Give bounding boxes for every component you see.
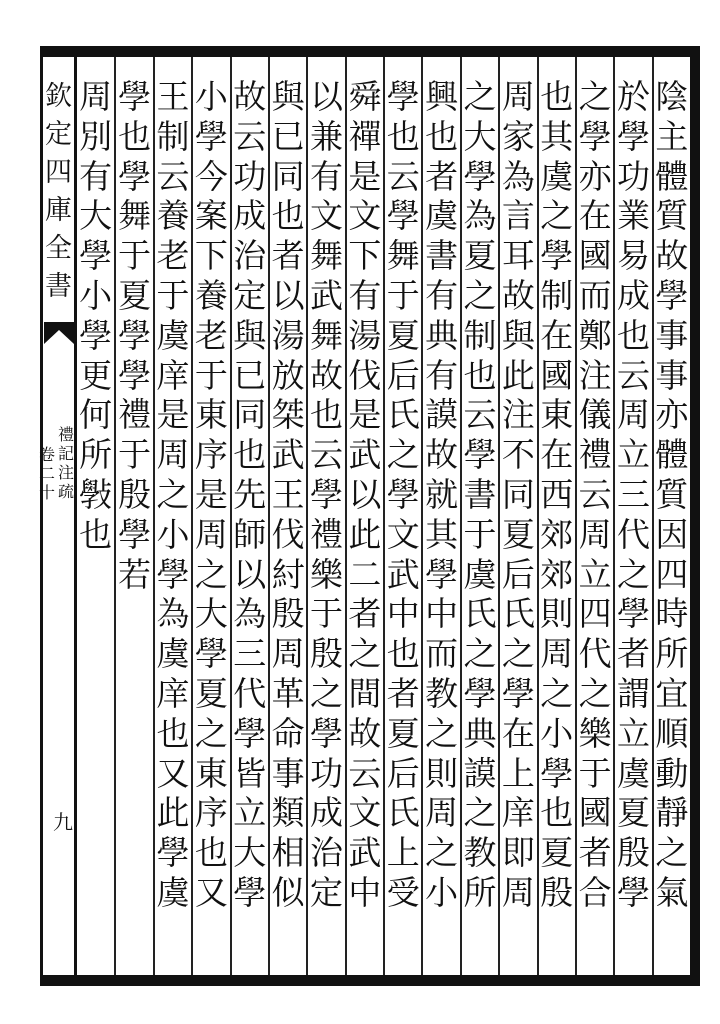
bottom-border	[40, 975, 700, 986]
text-column: 周 別 有 大 學 小 學 更 何 所 斅 也	[79, 77, 113, 554]
text-column: 王 制 云 養 老 于 虞 庠 是 周 之 小 學 為 虞 庠 也 又 此 學 虞	[153, 57, 191, 975]
text-column: 興 也 者 虞 書 有 典 有 謨 故 就 其 學 中 而 教 之 則 周 之 小	[421, 57, 459, 975]
text-column: 也 其 虞 之 學 制 在 國 東 在 西 郊 郊 則 周 之 小 學 也 夏 殷	[537, 57, 575, 975]
text-column: 學 也 云 學 舞 于 夏 后 氏 之 學 文 武 中 也 者 夏 后 氏 上 受	[383, 57, 421, 975]
text-column: 學 也 學 舞 于 夏 學 學 禮 于 殷 學 若	[114, 57, 152, 975]
top-border	[40, 46, 700, 57]
book-series-title: 欽 定 四 庫 全 書	[45, 81, 72, 302]
text-column: 之 大 學 為 夏 之 制 也 云 學 書 于 虞 氏 之 學 典 謨 之 教 所	[460, 57, 498, 975]
text-column: 與 已 同 也 者 以 湯 放 桀 武 王 伐 紂 殷 周 革 命 事 類 相 似	[268, 57, 306, 975]
text-column: 之 學 亦 在 國 而 鄭 注 儀 禮 云 周 立 四 代 之 樂 于 國 者 合	[575, 57, 613, 975]
text-column: 以 兼 有 文 舞 武 舞 故 也 云 學 禮 樂 于 殷 之 學 功 成 治 定	[306, 57, 344, 975]
text-column: 舜 禪 是 文 下 有 湯 伐 是 武 以 此 二 者 之 間 故 云 文 武 中	[345, 57, 383, 975]
text-column: 小 學 今 案 下 養 老 于 東 序 是 周 之 大 學 夏 之 東 序 也 又	[191, 57, 229, 975]
text-column: 於 學 功 業 易 成 也 云 周 立 三 代 之 學 者 謂 立 虞 夏 殷 學	[613, 57, 651, 975]
text-column: 周 家 為 言 耳 故 與 此 注 不 同 夏 后 氏 之 學 在 上 庠 即 周	[498, 57, 536, 975]
volume-number: 卷 二 十	[38, 445, 55, 502]
right-border	[690, 46, 700, 986]
page-number: 九	[53, 810, 73, 834]
text-column: 陰 主 體 質 故 學 事 事 亦 體 質 因 四 時 所 宜 順 動 靜 之 氣	[652, 57, 690, 975]
text-column: 故 云 功 成 治 定 與 已 同 也 先 師 以 為 三 代 學 皆 立 大 學	[230, 57, 268, 975]
text-body	[77, 57, 690, 975]
book-name: 禮 記 注 疏	[57, 425, 74, 501]
fish-tail-mark-icon	[44, 322, 74, 344]
